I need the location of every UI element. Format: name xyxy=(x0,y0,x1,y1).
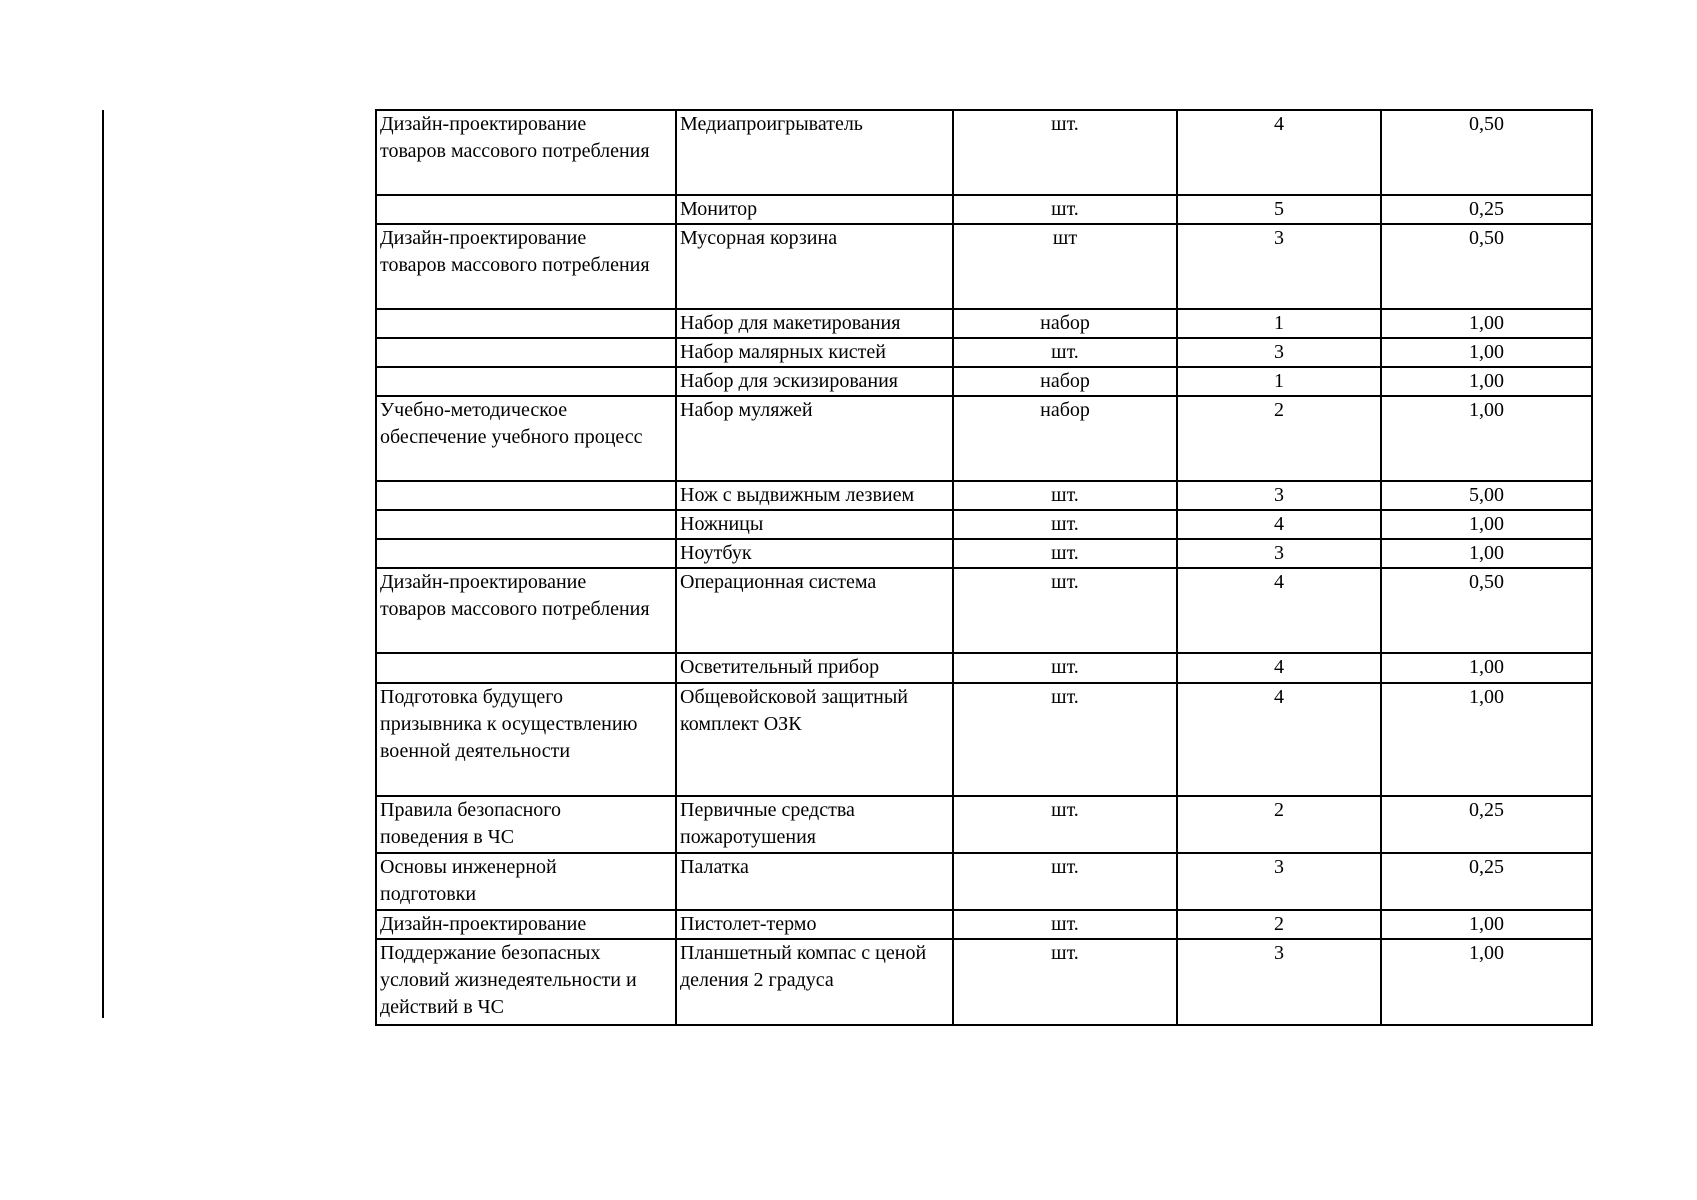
unit-cell: набор xyxy=(953,367,1177,396)
subject-text: Дизайн-проектирование товаров массового потребления xyxy=(380,227,650,276)
subject-cell xyxy=(376,910,676,939)
value-cell: 1,00 xyxy=(1381,367,1592,396)
subject-cell xyxy=(376,568,676,653)
unit-cell: шт. xyxy=(953,939,1177,1025)
item-cell xyxy=(676,367,953,396)
value-cell: 0,50 xyxy=(1381,224,1592,309)
subject-text: Учебно-методическое обеспечение учебного процесс xyxy=(380,399,643,448)
item-cell xyxy=(676,653,953,683)
qty-cell: 2 xyxy=(1177,796,1381,853)
unit-cell: шт. xyxy=(953,481,1177,510)
equipment-table xyxy=(375,109,1593,1026)
value-cell: 1,00 xyxy=(1381,510,1592,539)
subject-text: Основы инженерной подготовки xyxy=(380,856,557,905)
qty-cell: 4 xyxy=(1177,568,1381,653)
value-cell: 0,50 xyxy=(1381,568,1592,653)
item-cell xyxy=(676,910,953,939)
qty-cell: 1 xyxy=(1177,309,1381,338)
unit-cell: шт. xyxy=(953,568,1177,653)
unit-cell: набор xyxy=(953,396,1177,481)
item-cell xyxy=(676,338,953,367)
item-cell xyxy=(676,796,953,853)
value-cell: 1,00 xyxy=(1381,939,1592,1025)
table-row xyxy=(376,910,1592,939)
item-cell xyxy=(676,510,953,539)
subject-text: Подготовка будущего призывника к осуществлению военной деятельности xyxy=(380,686,638,762)
item-text: Нож с выдвижным лезвием xyxy=(680,484,915,506)
unit-cell: шт. xyxy=(953,910,1177,939)
value-cell: 0,25 xyxy=(1381,796,1592,853)
unit-cell: шт. xyxy=(953,683,1177,796)
subject-cell xyxy=(376,939,676,1025)
value-cell: 0,25 xyxy=(1381,853,1592,910)
item-text: Палатка xyxy=(680,856,749,878)
item-text: Набор для макетирования xyxy=(680,312,901,334)
subject-cell xyxy=(376,367,676,396)
table-row xyxy=(376,539,1592,568)
value-cell: 5,00 xyxy=(1381,481,1592,510)
unit-cell: шт. xyxy=(953,110,1177,195)
subject-cell xyxy=(376,338,676,367)
item-cell xyxy=(676,110,953,195)
unit-cell: шт. xyxy=(953,539,1177,568)
table-row xyxy=(376,939,1592,1025)
subject-text: Дизайн-проектирование товаров массового потребления xyxy=(380,113,650,162)
subject-text: Правила безопасного поведения в ЧС xyxy=(380,799,562,848)
table-row xyxy=(376,309,1592,338)
qty-cell: 4 xyxy=(1177,510,1381,539)
subject-cell xyxy=(376,796,676,853)
qty-cell: 3 xyxy=(1177,338,1381,367)
item-text: Набор для эскизирования xyxy=(680,370,898,392)
item-cell xyxy=(676,195,953,224)
subject-cell xyxy=(376,224,676,309)
unit-cell: шт. xyxy=(953,653,1177,683)
table-row xyxy=(376,853,1592,910)
table-row xyxy=(376,481,1592,510)
qty-cell: 2 xyxy=(1177,910,1381,939)
item-cell xyxy=(676,683,953,796)
value-cell: 0,50 xyxy=(1381,110,1592,195)
item-cell xyxy=(676,224,953,309)
qty-cell: 3 xyxy=(1177,853,1381,910)
left-margin-rule xyxy=(102,110,104,1018)
item-text: Первичные средства пожаротушения xyxy=(680,799,855,848)
item-text: Ноутбук xyxy=(680,542,752,564)
item-text: Мусорная корзина xyxy=(680,227,838,249)
item-text: Пистолет-термо xyxy=(680,913,817,935)
unit-cell: шт. xyxy=(953,853,1177,910)
subject-text: Дизайн-проектирование товаров массового потребления xyxy=(380,571,650,620)
table-row xyxy=(376,110,1592,195)
table-row xyxy=(376,568,1592,653)
item-text: Общевойсковой защитный комплект ОЗК xyxy=(680,686,908,735)
qty-cell: 1 xyxy=(1177,367,1381,396)
item-text: Планшетный компас с ценой деления 2 градуса xyxy=(680,942,927,991)
item-text: Осветительный прибор xyxy=(680,656,880,678)
qty-cell: 3 xyxy=(1177,481,1381,510)
unit-cell: шт xyxy=(953,224,1177,309)
item-cell xyxy=(676,481,953,510)
item-cell xyxy=(676,309,953,338)
value-cell: 1,00 xyxy=(1381,539,1592,568)
subject-cell xyxy=(376,853,676,910)
qty-cell: 4 xyxy=(1177,683,1381,796)
qty-cell: 4 xyxy=(1177,110,1381,195)
table-row xyxy=(376,510,1592,539)
qty-cell: 5 xyxy=(1177,195,1381,224)
table-row xyxy=(376,224,1592,309)
subject-cell xyxy=(376,510,676,539)
item-text: Медиапроигрыватель xyxy=(680,113,863,135)
subject-cell xyxy=(376,110,676,195)
table-row xyxy=(376,338,1592,367)
subject-cell xyxy=(376,481,676,510)
unit-cell: шт. xyxy=(953,796,1177,853)
table-row xyxy=(376,653,1592,683)
subject-cell xyxy=(376,653,676,683)
item-text: Ножницы xyxy=(680,513,764,535)
item-cell xyxy=(676,568,953,653)
subject-cell xyxy=(376,539,676,568)
item-cell xyxy=(676,853,953,910)
unit-cell: шт. xyxy=(953,195,1177,224)
table-row xyxy=(376,195,1592,224)
subject-text: Поддержание безопасных условий жизнедеятельности и действий в ЧС xyxy=(380,942,637,1018)
value-cell: 0,25 xyxy=(1381,195,1592,224)
subject-cell xyxy=(376,309,676,338)
value-cell: 1,00 xyxy=(1381,396,1592,481)
table-row xyxy=(376,796,1592,853)
item-text: Операционная система xyxy=(680,571,877,593)
qty-cell: 3 xyxy=(1177,939,1381,1025)
unit-cell: шт. xyxy=(953,338,1177,367)
value-cell: 1,00 xyxy=(1381,910,1592,939)
value-cell: 1,00 xyxy=(1381,653,1592,683)
qty-cell: 3 xyxy=(1177,224,1381,309)
value-cell: 1,00 xyxy=(1381,309,1592,338)
unit-cell: шт. xyxy=(953,510,1177,539)
subject-cell xyxy=(376,683,676,796)
unit-cell: набор xyxy=(953,309,1177,338)
qty-cell: 3 xyxy=(1177,539,1381,568)
item-cell xyxy=(676,539,953,568)
qty-cell: 4 xyxy=(1177,653,1381,683)
table-row xyxy=(376,396,1592,481)
value-cell: 1,00 xyxy=(1381,338,1592,367)
item-cell xyxy=(676,396,953,481)
subject-cell xyxy=(376,195,676,224)
item-text: Монитор xyxy=(680,198,758,220)
item-text: Набор малярных кистей xyxy=(680,341,887,363)
subject-text: Дизайн-проектирование xyxy=(380,913,587,935)
qty-cell: 2 xyxy=(1177,396,1381,481)
item-text: Набор муляжей xyxy=(680,399,813,421)
table-row xyxy=(376,367,1592,396)
subject-cell xyxy=(376,396,676,481)
item-cell xyxy=(676,939,953,1025)
value-cell: 1,00 xyxy=(1381,683,1592,796)
table-row xyxy=(376,683,1592,796)
